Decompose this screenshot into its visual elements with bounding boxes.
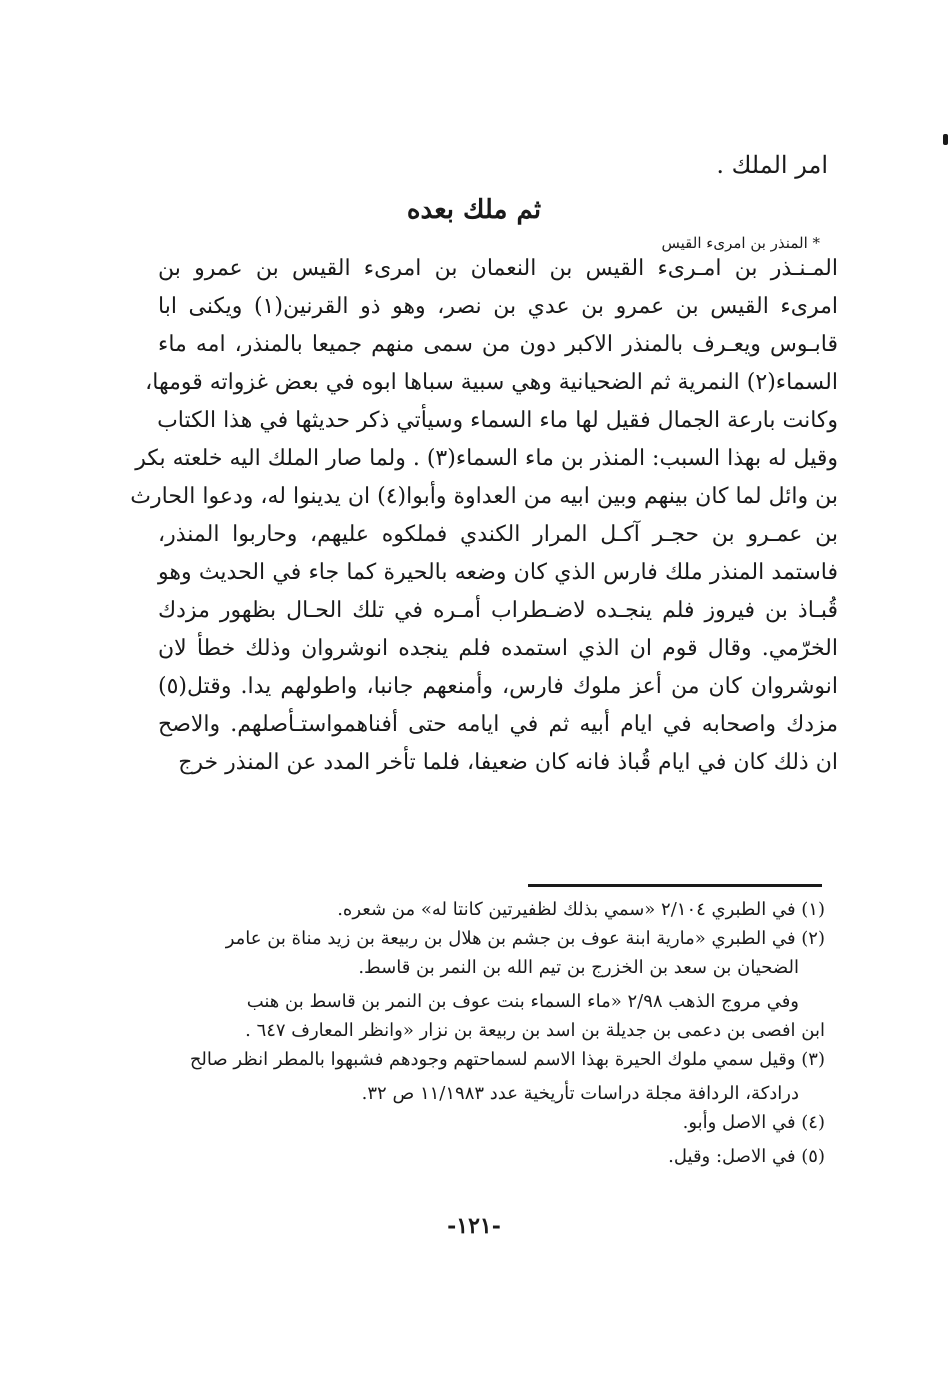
footnote-rule <box>528 884 822 887</box>
body-line: فاستمد المنذر ملك فارس الذي كان وضعه بالحيرة كما جاء في الحديث وهو <box>158 560 838 585</box>
margin-mark <box>943 134 948 145</box>
footnotes <box>150 895 825 1171</box>
footnote-5: (٥) في الاصل: وقيل. <box>668 1146 825 1167</box>
section-heading: ثم ملك بعده <box>406 195 542 225</box>
body-line: بن عمـرو بن حجـر آكـل المرار الكندي فملكوه عليهم، وحاربوا المنذر، <box>158 522 838 547</box>
body-line: انوشروان كان من أعز ملوك فارس، وأمنعهم جانبا، واطولهم يدا. وقتل(٥) <box>158 674 838 699</box>
footnote-4: (٤) في الاصل وأبو. <box>682 1112 825 1133</box>
body-line: قابـوس ويعـرف بالمنذر الاكبر دون من سمى منهم جميعا بالمنذر، امه ماء <box>158 332 838 357</box>
body-line: ان ذلك كان في ايام قُباذ فانه كان ضعيفا، فلما تأخر المدد عن المنذر خرج <box>178 750 838 775</box>
footnote-3-continuation: درادكة، الردافة مجلة دراسات تأريخية عدد ١١/١٩٨٣ ص ٣٢. <box>361 1083 799 1104</box>
body-line: امرىء القيس بن عمرو بن عدي بن نصر، وهو ذو القرنين(١) ويكنى ابا <box>158 294 838 319</box>
page-number: -١٢١- <box>447 1213 501 1239</box>
body-line: بن وائل لما كان بينهم وبين ابيه من العداوة وأبوا(٤) ان يدينوا له، ودعوا الحارث <box>130 484 838 509</box>
body-paragraph <box>130 250 838 782</box>
intro-line: امر الملك . <box>716 151 828 179</box>
body-line: المـنـذر بن امـرىء القيس بن النعمان بن امرىء القيس بن عمرو بن <box>158 256 838 281</box>
body-line: وقيل له بهذا السبب: المنذر بن ماء السماء(٣) . ولما صار الملك اليه خلعته بكر <box>135 446 838 471</box>
body-line: مزدك واصحابه في ايام أبيه ثم في ايامه حتى أفناهمواستـأصلهم. والاصح <box>158 712 838 737</box>
body-line: الخرّمي. وقال قوم ان الذي استمده فلم ينجده انوشروان وذلك خطأ لان <box>158 636 838 661</box>
footnote-2-continuation: وفي مروج الذهب ٢/٩٨ «ماء السماء بنت عوف بن النمر بن قاسط بن هنب <box>246 991 799 1012</box>
side-note: * المنذر بن امرىء القيس <box>661 234 820 252</box>
body-line: قُبـاذ بن فيروز فلم ينجـده لاضـطراب أمـره في تلك الحـال بظهور مزدك <box>158 598 838 623</box>
body-line: السماء(٢) النمرية ثم الضحيانية وهي سبية سباها ابوه في بعض غزواته قومها، <box>145 370 838 395</box>
footnote-3: (٣) وقيل سمي ملوك الحيرة بهذا الاسم لسماحتهم وجودهم فشبهوا بالمطر انظر صالح <box>189 1049 825 1070</box>
body-line: وكانت بارعة الجمال فقيل لها ماء السماء وسيأتي ذكر حديثها في هذا الكتاب <box>157 408 838 433</box>
footnote-1: (١) في الطبري ٢/١٠٤ «سمي بذلك لظفيرتين كانتا له» من شعره. <box>337 899 825 920</box>
footnote-2-continuation: ابن افصى بن دعمى بن جديلة بن اسد بن ربيعة بن نزار «وانظر المعارف ٦٤٧ . <box>245 1020 825 1041</box>
footnote-2-continuation: الضحيان بن سعد بن الخزرج بن تيم الله بن النمر بن قاسط. <box>358 957 799 978</box>
footnote-2: (٢) في الطبري «مارية ابنة عوف بن جشم بن هلال بن ربيعة بن زيد مناة بن عامر <box>225 928 825 949</box>
